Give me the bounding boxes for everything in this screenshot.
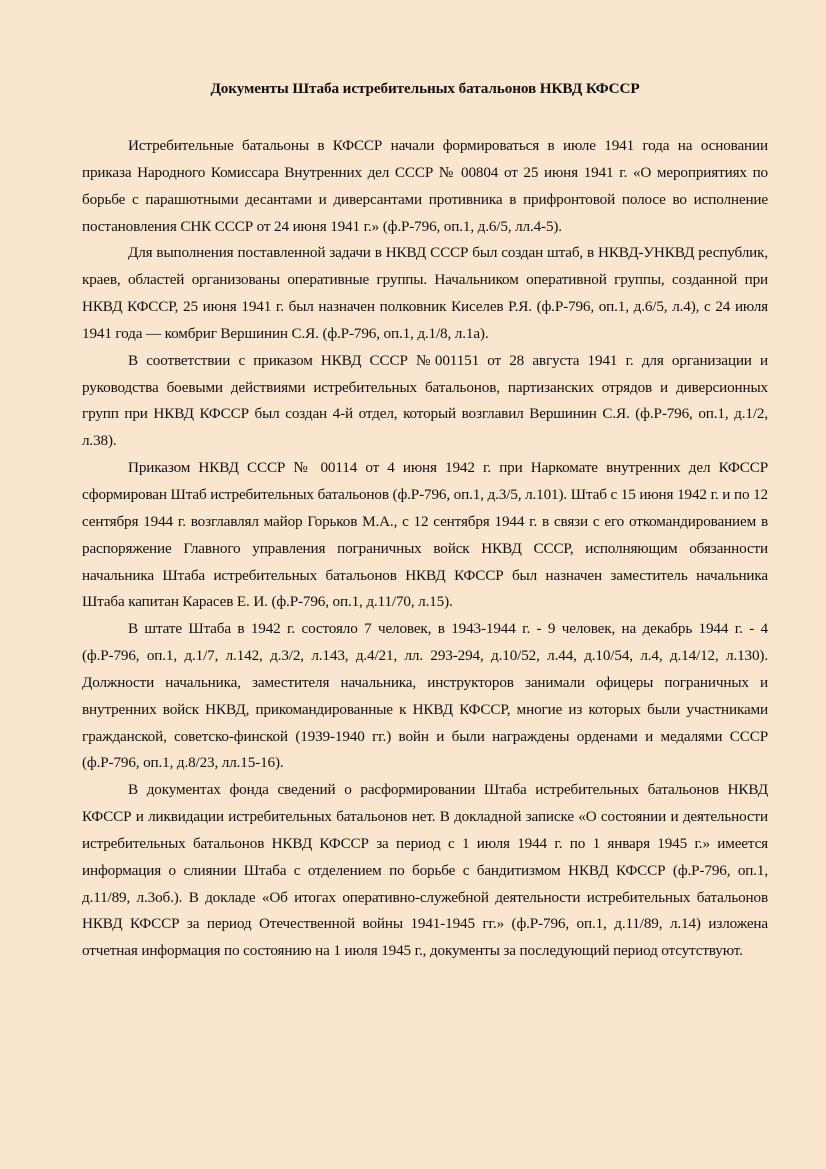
- paragraph-formation: Истребительные батальоны в КФССР начали формироваться в июле 1941 года на основании приказа Народного Комиссара Внутренних дел СССР № 00804 от 25 июня 1941 г. «О мероприятиях по борьбе с парашютными десантами и диверсантами противника в прифронтовой полосе во исполнение постановления СНК СССР от 24 июня 1941 г.» (ф.Р-796, оп.1, д.6/5, лл.4-5).: [82, 137, 768, 235]
- paragraph-dissolution: В документах фонда сведений о расформировании Штаба истребительных батальонов НКВД КФССР и ликвидации истребительных батальонов нет. В докладной записке «О состоянии и деятельности истребительных батальонов НКВД КФССР за период с 1 июля 1944 г. по 1 января 1945 г.» имеется информация о слиянии Штаба с отделением по борьбе с бандитизмом НКВД КФССР (ф.Р-796, оп.1, д.11/89, л.3об.). В докладе «Об итогах оперативно-служебной деятельности истребительных батальонов НКВД КФССР за период Отечественной войны 1941-1945 гг.» (ф.Р-796, оп.1, д.11/89, л.14) изложена отчетная информация по состоянию на 1 июля 1945 г., документы за последующий период отсутствуют.: [82, 781, 768, 960]
- document-page: [82, 78, 768, 965]
- paragraph-fourth-department: В соответствии с приказом НКВД СССР №001151 от 28 августа 1941 г. для организации и руководства боевыми действиями истребительных батальонов, партизанских отрядов и диверсионных групп при НКВД КФССР был создан 4-й отдел, который возглавил Вершинин С.Я. (ф.Р-796, оп.1, д.1/2, л.38).: [82, 351, 768, 450]
- document-title: Документы Штаба истребительных батальонов НКВД КФССР: [210, 80, 640, 97]
- paragraph-staff: В штате Штаба в 1942 г. состояло 7 человек, в 1943-1944 г. - 9 человек, на декабрь 1944 г. - 4 (ф.Р-796, оп.1, д.1/7, л.142, д.3/2, л.143, д.4/21, лл. 293-294, д.10/52, л.44, д.10/54, л.4, д.14/12, л.130). Должности начальника, заместителя начальника, инструкторов занимали офицеры пограничных и внутренних войск НКВД, прикомандированные к НКВД КФССР, многие из которых были участниками гражданской, советско-финской (1939-1940 гг.) войн и были награждены орденами и медалями СССР (ф.Р-796, оп.1, д.8/23, лл.15-16).: [82, 620, 768, 772]
- paragraph-operational-group: Для выполнения поставленной задачи в НКВД СССР был создан штаб, в НКВД-УНКВД республик, краев, областей организованы оперативные группы. Начальником оперативной группы, созданной при НКВД КФССР, 25 июня 1941 г. был назначен полковник Киселев Р.Я. (ф.Р-796, оп.1, д.6/5, л.4), с 24 июля 1941 года — комбриг Вершинин С.Я. (ф.Р-796, оп.1, д.1/8, л.1а).: [82, 244, 768, 342]
- paragraph-headquarters-formed: Приказом НКВД СССР № 00114 от 4 июня 1942 г. при Наркомате внутренних дел КФССР сформирован Штаб истребительных батальонов (ф.Р-796, оп.1, д.3/5, л.101). Штаб с 15 июня 1942 г. и по 12 сентября 1944 г. возглавлял майор Горьков М.А., с 12 сентября 1944 г. в связи с его откомандированием в распоряжение Главного управления пограничных войск НКВД СССР, исполняющим обязанности начальника Штаба истребительных батальонов НКВД КФССР был назначен заместитель начальника Штаба капитан Карасев Е. И. (ф.Р-796, оп.1, д.11/70, л.15).: [82, 459, 768, 611]
